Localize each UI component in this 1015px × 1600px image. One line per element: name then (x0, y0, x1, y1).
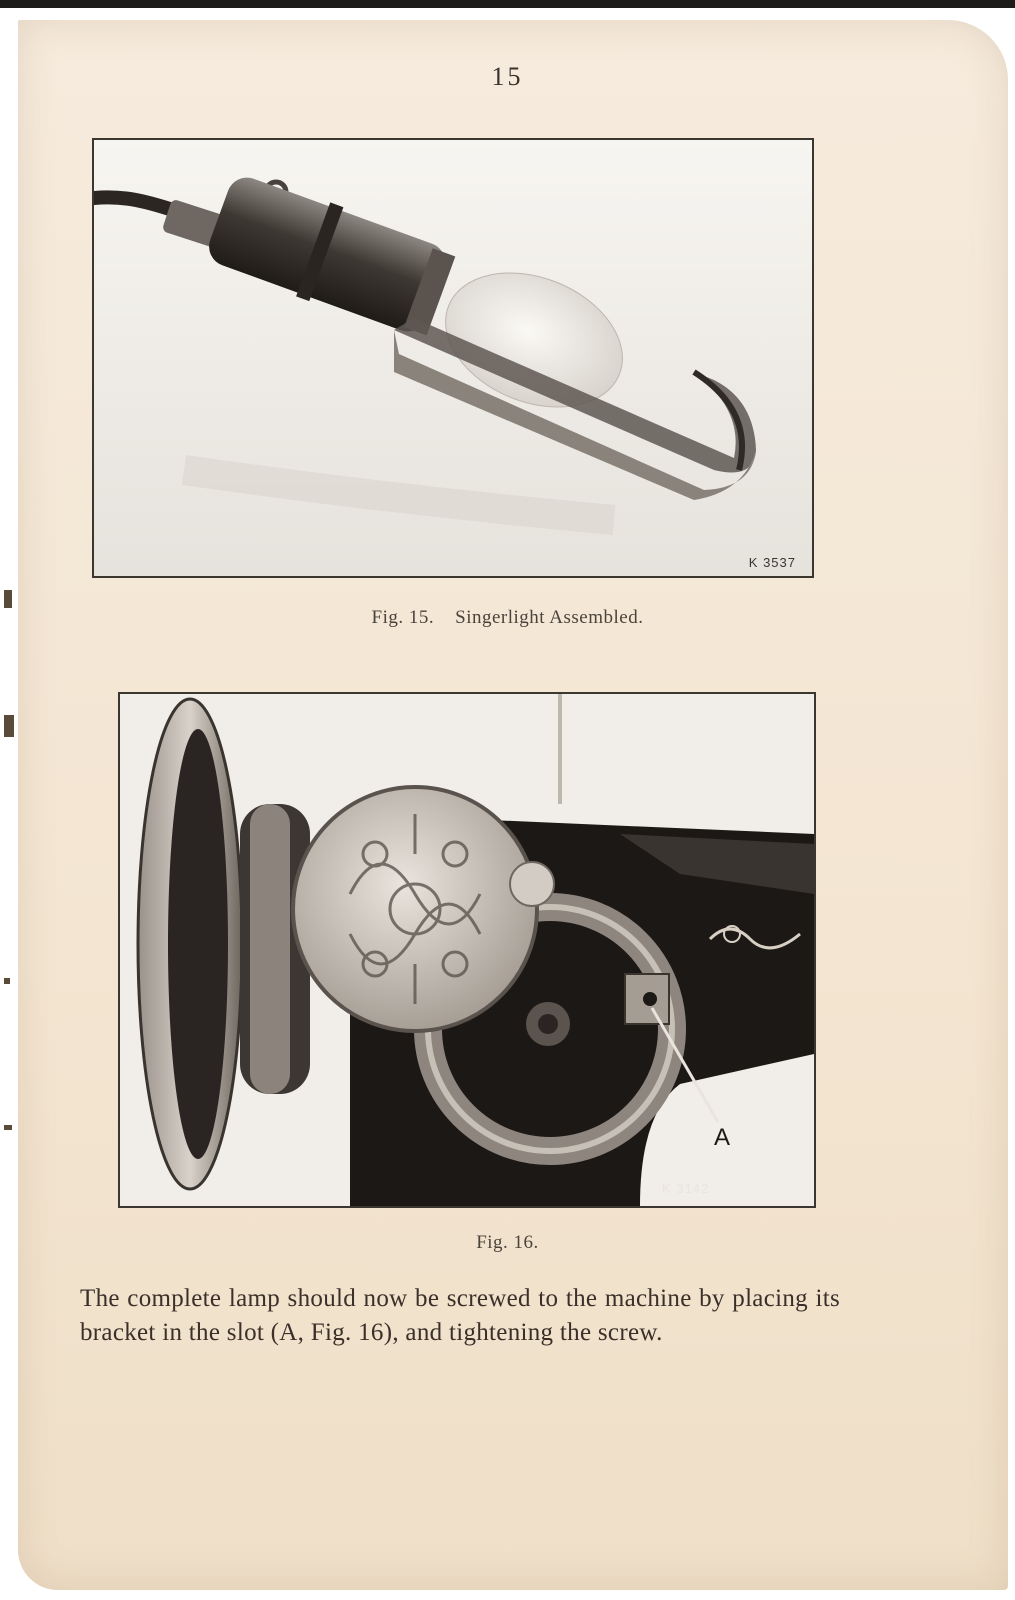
plate-code-k3142: K 3142 (662, 1181, 710, 1196)
sewing-machine-illustration (120, 694, 814, 1206)
top-edge-rule (0, 0, 1015, 8)
figure-15-caption: Fig. 15. Singerlight Assembled. (371, 607, 644, 628)
figure-16-caption: Fig. 16. (476, 1232, 539, 1253)
plate-code-k3537: K 3537 (748, 555, 796, 570)
instruction-paragraph: The complete lamp should now be screwed to the machine by placing its bracket in the slot (A, Fig. 16), and tightening the screw. (80, 1285, 840, 1346)
singerlight-lamp-illustration (94, 140, 812, 576)
page-number: 15 (491, 62, 524, 91)
figure-16-photo (118, 692, 816, 1208)
callout-label-a: A (714, 1124, 732, 1151)
figure-15-photo (92, 138, 814, 578)
page-edge-marks (4, 580, 24, 1180)
